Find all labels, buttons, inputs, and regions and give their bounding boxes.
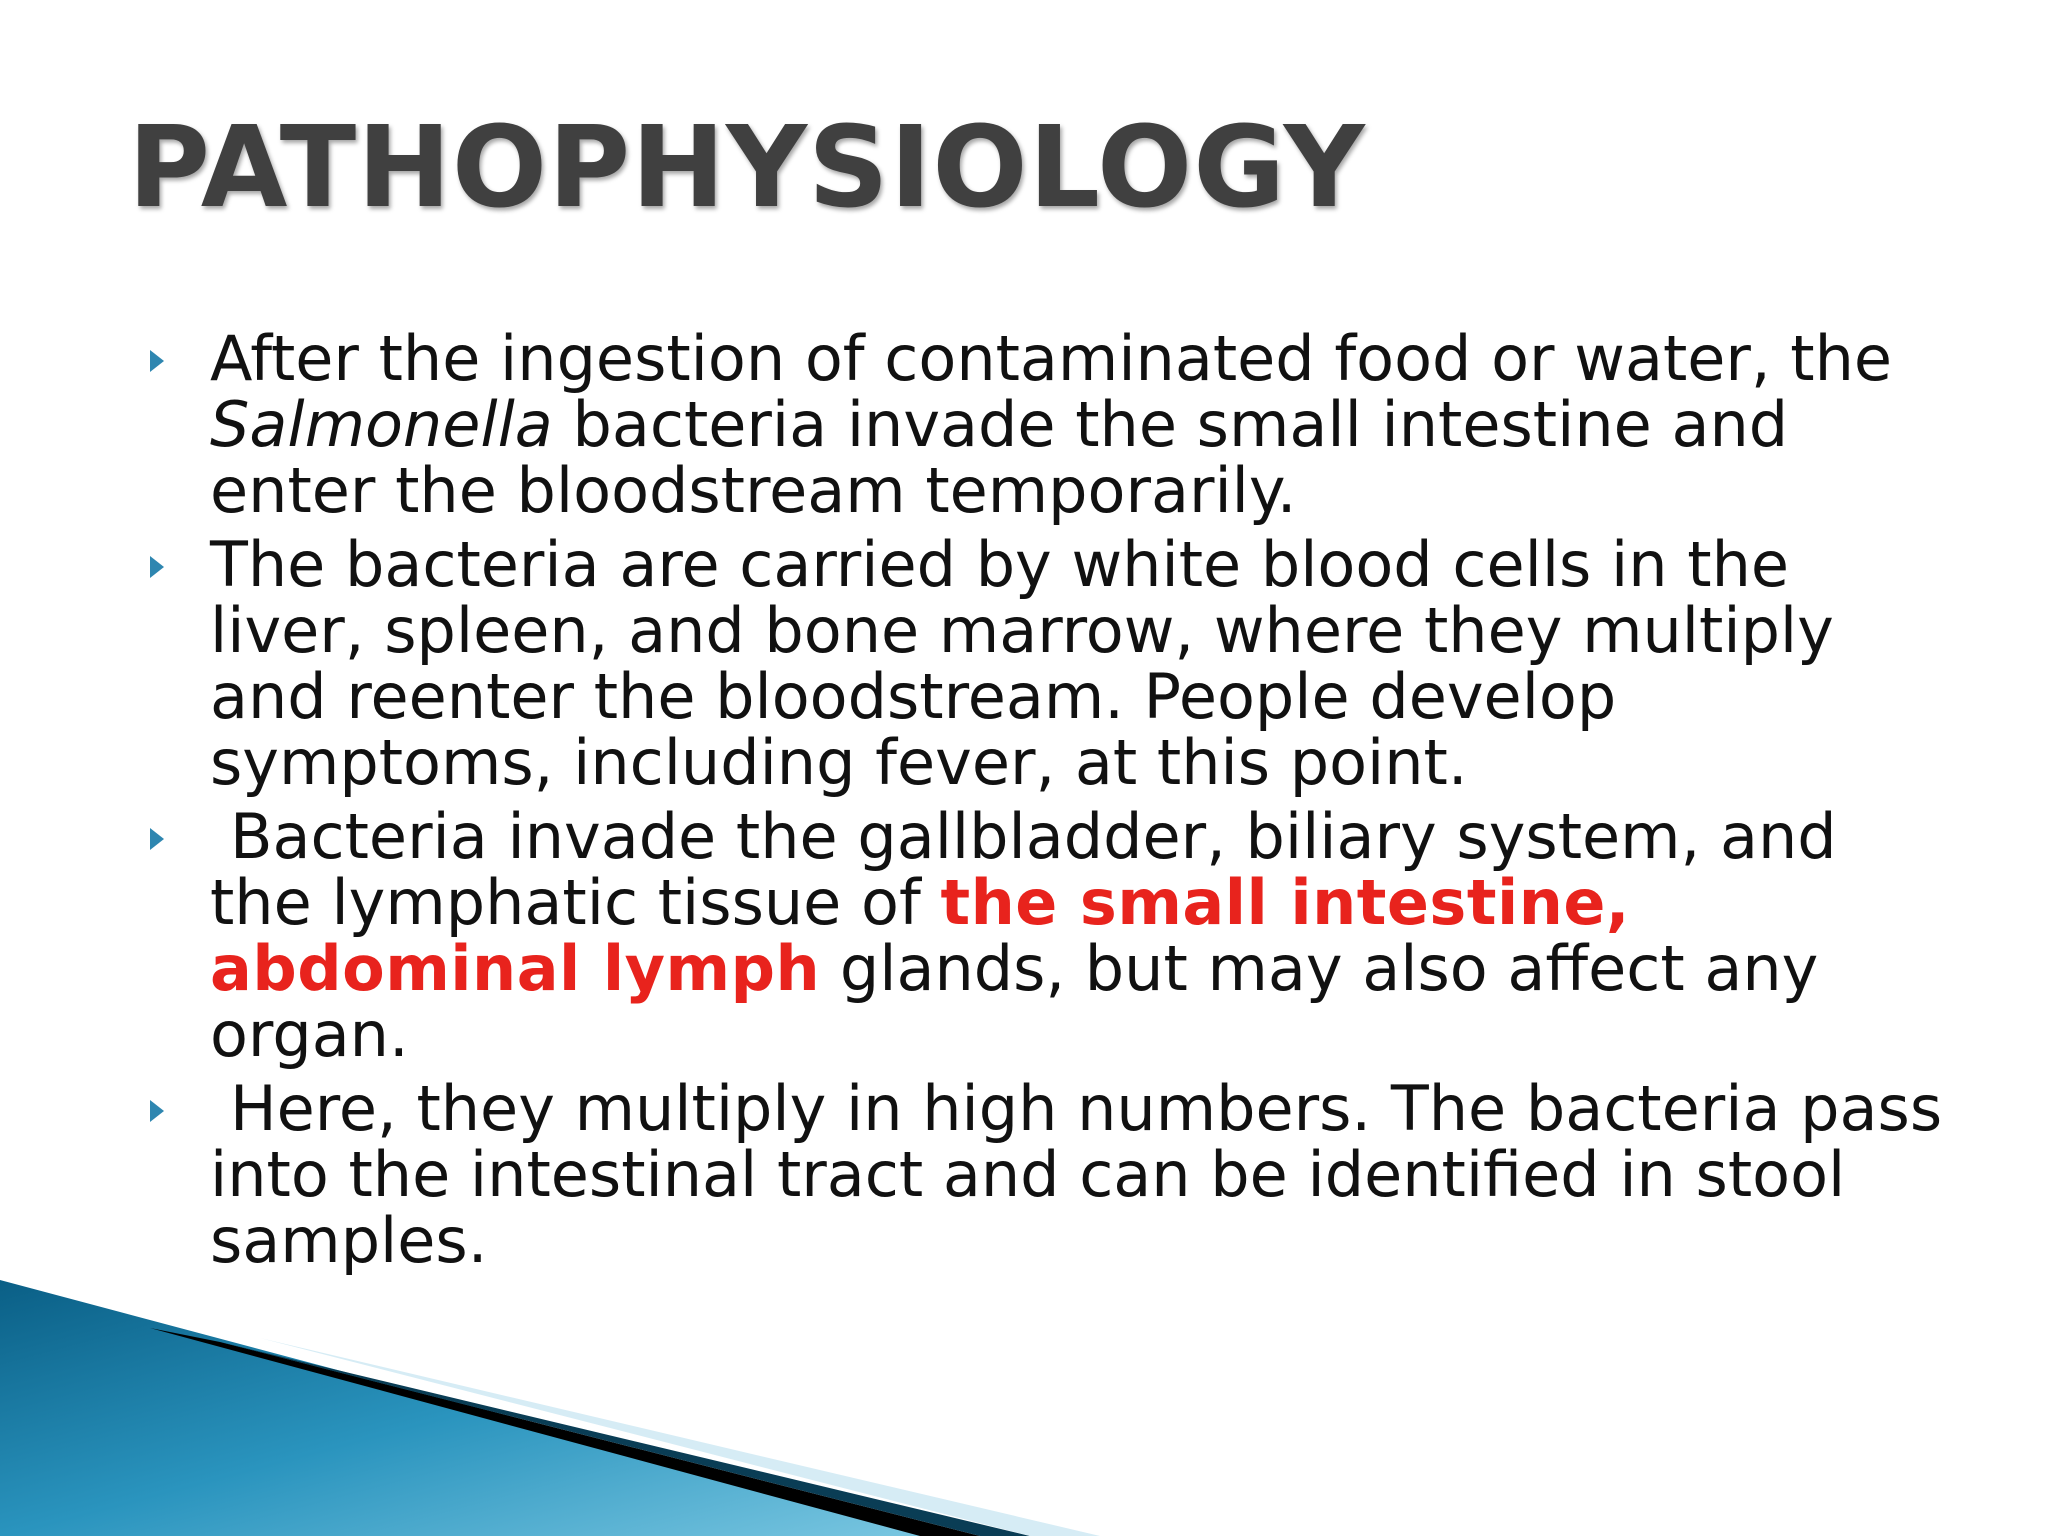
- bullet-text: glands, but may also affect any organ.: [210, 932, 1819, 1071]
- bullet-text: The bacteria are carried by white blood cells in the liver, spleen, and bone marrow, where they multiply and reenter the bloodstream. People develop symptoms, including fever, at this point.: [210, 528, 1834, 799]
- bullet-list: [150, 322, 1950, 1282]
- bullet-text: After the ingestion of contaminated food or water, the: [210, 322, 1893, 395]
- bullet-italic-term: Salmonella: [210, 388, 553, 461]
- bullet-item: [150, 800, 1950, 1071]
- triangle-right-icon: [150, 350, 164, 372]
- bullet-text: bacteria invade the small intestine and enter the bloodstream temporarily.: [210, 388, 1789, 527]
- bullet-item: [150, 528, 1950, 799]
- bullet-item: [150, 322, 1950, 527]
- bullet-item: [150, 1072, 1950, 1277]
- bullet-highlight: abdominal lymph: [210, 932, 821, 1005]
- triangle-right-icon: [150, 828, 164, 850]
- bullet-highlight: the small intestine,: [940, 866, 1630, 939]
- triangle-right-icon: [150, 556, 164, 578]
- slide-title: PATHOPHYSIOLOGY: [128, 103, 1366, 233]
- triangle-right-icon: [150, 1100, 164, 1122]
- bullet-text: Here, they multiply in high numbers. The bacteria pass into the intestinal tract and can be identified in stool samples.: [210, 1072, 1943, 1277]
- blue-swoosh-decoration: [0, 1280, 2048, 1536]
- bullet-text: Bacteria invade the gallbladder, biliary system, and the lymphatic tissue of: [210, 800, 1837, 939]
